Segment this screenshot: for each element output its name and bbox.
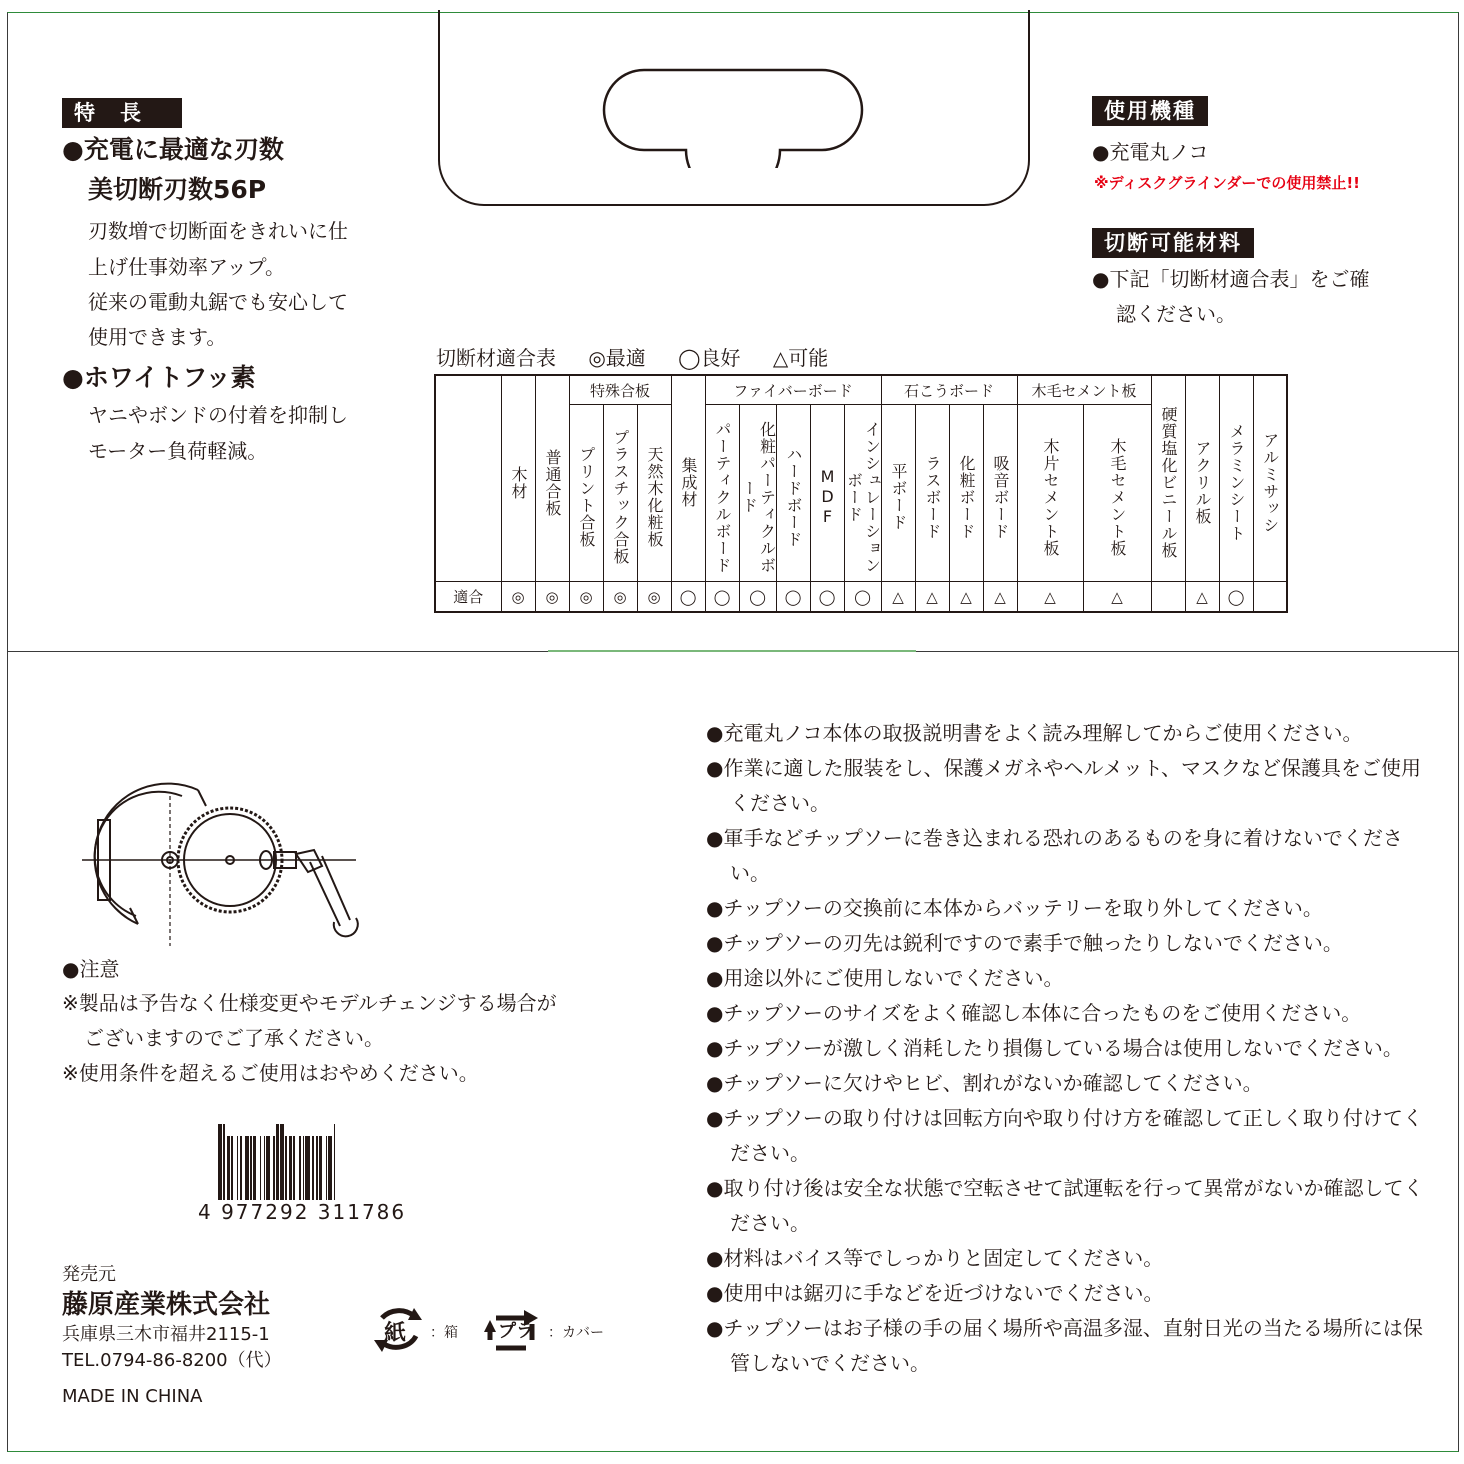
material-compatibility-table <box>434 374 1288 613</box>
table-cell: ◎ <box>535 582 569 613</box>
table-cell: ◎ <box>569 582 603 613</box>
table-cell: ◯ <box>705 582 739 613</box>
column-header: ラスボード <box>915 405 949 582</box>
seller-label: 発売元 <box>62 1264 116 1285</box>
safety-note: ●チップソーが激しく消耗したり損傷している場合は使用しないでください。 <box>706 1036 1403 1060</box>
materials-line: ●下記「切断材適合表」をご確 <box>1092 267 1370 291</box>
column-header: ハードボード <box>776 405 810 582</box>
company-name: 藤原産業株式会社 <box>62 1290 271 1320</box>
feature-desc-line: 従来の電動丸鋸でも安心して <box>88 290 348 314</box>
safety-note: ●用途以外にご使用しないでください。 <box>706 966 1064 990</box>
legend-possible: △可能 <box>772 346 829 370</box>
table-cell: △ <box>915 582 949 613</box>
table-cell <box>1151 582 1185 613</box>
safety-note: ●チップソーに欠けやヒビ、割れがないか確認してください。 <box>706 1071 1263 1095</box>
column-header: アクリル板 <box>1185 375 1219 582</box>
safety-note: ●チップソーはお子様の手の届く場所や高温多湿、直射日光の当たる場所には保管しないでください。 <box>706 1316 1423 1375</box>
materials-line: 認ください。 <box>1116 302 1236 326</box>
column-header: メラミンシート <box>1219 375 1253 582</box>
models-warning: ※ディスクグラインダーでの使用禁止!! <box>1094 174 1361 192</box>
models-tag: 使用機種 <box>1092 96 1208 126</box>
company-address: 兵庫県三木市福井2115-1 <box>62 1324 270 1345</box>
corner-cell <box>435 375 501 582</box>
table-cell: △ <box>949 582 983 613</box>
column-header: プラスチック合板 <box>603 405 637 582</box>
feature-title-fluorine: ●ホワイトフッ素 <box>62 363 256 392</box>
barcode-number: 4 977292 311786 <box>198 1200 407 1224</box>
feature-desc-line: モーター負荷軽減。 <box>88 439 268 463</box>
safety-note: ●作業に適した服装をし、保護メガネやヘルメット、マスクなど保護具をご使用ください。 <box>706 756 1422 815</box>
feature-desc-line: 刃数増で切断面をきれいに仕 <box>88 219 348 243</box>
group-header: 特殊合板 <box>569 375 671 405</box>
fold-marker <box>548 650 916 652</box>
materials-tag: 切断可能材料 <box>1092 228 1254 258</box>
legend-good: ◯良好 <box>678 346 741 370</box>
column-header: 化粧ボード <box>949 405 983 582</box>
paper-recycle-label: ：箱 <box>430 1325 458 1341</box>
table-title-row <box>436 342 854 371</box>
safety-note: ●軍手などチップソーに巻き込まれる恐れのあるものを身に着けないでください。 <box>706 826 1403 885</box>
group-header: 石こうボード <box>881 375 1017 405</box>
column-header: 木毛セメント板 <box>1083 405 1151 582</box>
safety-note: ●チップソーの刃先は鋭利ですので素手で触ったりしないでください。 <box>706 931 1343 955</box>
feature-desc-line: 上げ仕事効率アップ。 <box>88 255 285 279</box>
feature-desc-line: 使用できます。 <box>88 325 227 349</box>
feature-desc-line: ヤニやボンドの付着を抑制し <box>88 403 348 427</box>
column-header: アルミサッシ <box>1253 375 1287 582</box>
plastic-recycle-icon: プラ <box>484 1304 544 1354</box>
column-header: プリント合板 <box>569 405 603 582</box>
group-header: 木毛セメント板 <box>1017 375 1151 405</box>
table-cell: ◎ <box>637 582 671 613</box>
table-title: 切断材適合表 <box>436 346 556 370</box>
column-header: 硬質塩化ビニール板 <box>1151 375 1185 582</box>
safety-note: ●取り付け後は安全な状態で空転させて試運転を行って異常がないか確認してください。 <box>706 1176 1424 1235</box>
column-header: 普通合板 <box>535 375 569 582</box>
safety-note: ●チップソーの交換前に本体からバッテリーを取り外してください。 <box>706 896 1323 920</box>
table-cell: ◯ <box>739 582 776 613</box>
table-cell: ◯ <box>844 582 881 613</box>
safety-notes <box>706 716 1426 1381</box>
table-cell: ◯ <box>810 582 844 613</box>
table-cell: ◯ <box>776 582 810 613</box>
safety-note: ●使用中は鋸刃に手などを近づけないでください。 <box>706 1281 1164 1305</box>
company-tel: TEL.0794-86-8200（代） <box>62 1350 282 1371</box>
feature-title-teeth: ●充電に最適な刃数 <box>62 135 284 164</box>
column-header: インシュレーションボード <box>844 405 881 582</box>
caution-line: ございますのでご了承ください。 <box>84 1026 384 1050</box>
column-header: 木片セメント板 <box>1017 405 1083 582</box>
column-header: 集成材 <box>671 375 705 582</box>
caution-title: ●注意 <box>62 957 120 981</box>
hang-hole <box>600 66 866 168</box>
group-header: ファイバーボード <box>705 375 881 405</box>
row-label: 適合 <box>435 582 501 613</box>
column-header: 木材 <box>501 375 535 582</box>
table-cell: ◎ <box>501 582 535 613</box>
safety-note: ●チップソーの取り付けは回転方向や取り付け方を確認して正しく取り付けてください。 <box>706 1106 1423 1165</box>
table-cell: ◎ <box>603 582 637 613</box>
safety-note: ●材料はバイス等でしっかりと固定してください。 <box>706 1246 1164 1270</box>
table-cell: △ <box>983 582 1017 613</box>
paper-recycle-icon: 紙 <box>372 1306 424 1352</box>
features-tag: 特 長 <box>62 98 182 128</box>
caution-line: ※使用条件を超えるご使用はおやめください。 <box>62 1061 479 1085</box>
column-header: 平ボード <box>881 405 915 582</box>
table-cell: △ <box>1083 582 1151 613</box>
caution-line: ※製品は予告なく仕様変更やモデルチェンジする場合が <box>62 991 557 1015</box>
column-header: パーティクルボード <box>705 405 739 582</box>
safety-note: ●チップソーのサイズをよく確認し本体に合ったものをご使用ください。 <box>706 1001 1362 1025</box>
table-cell: △ <box>1017 582 1083 613</box>
table-cell: ◯ <box>1219 582 1253 613</box>
table-cell: ◯ <box>671 582 705 613</box>
models-item: ●充電丸ノコ <box>1092 140 1209 164</box>
table-cell: △ <box>1185 582 1219 613</box>
plastic-recycle-label: ：カバー <box>548 1325 604 1341</box>
feature-subtitle-teeth: 美切断刃数56P <box>88 175 267 204</box>
column-header: 天然木化粧板 <box>637 405 671 582</box>
table-cell: △ <box>881 582 915 613</box>
table-cell <box>1253 582 1287 613</box>
legend-best: ◎最適 <box>588 346 646 370</box>
column-header: 化粧パーティクルボード <box>739 405 776 582</box>
blade-assembly-illustration <box>78 776 368 956</box>
made-in-label: MADE IN CHINA <box>62 1386 203 1407</box>
column-header: MDF <box>810 405 844 582</box>
column-header: 吸音ボード <box>983 405 1017 582</box>
safety-note: ●充電丸ノコ本体の取扱説明書をよく読み理解してからご使用ください。 <box>706 721 1363 745</box>
